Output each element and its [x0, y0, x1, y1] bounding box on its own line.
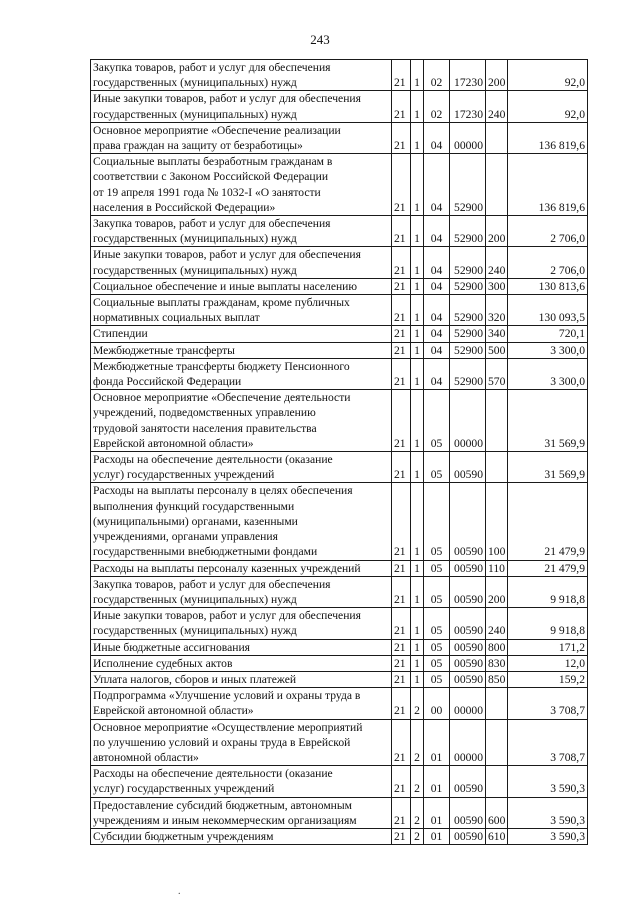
activity-code-cell: 02 [424, 60, 450, 91]
table-row [91, 560, 588, 576]
expense-name-cell [91, 60, 392, 91]
amount-cell: 3 708,7 [508, 719, 588, 766]
subprogram-code-cell: 2 [411, 797, 424, 828]
expense-type-cell: 100 [486, 483, 508, 560]
subprogram-code-cell: 1 [411, 247, 424, 278]
expense-type-cell: 240 [486, 608, 508, 639]
activity-code-cell: 05 [424, 655, 450, 671]
program-code-cell: 21 [392, 247, 411, 278]
direction-code-cell: 17230 [450, 60, 486, 91]
subprogram-code-cell: 1 [411, 639, 424, 655]
expense-name-line: Социальные выплаты гражданам, кроме публичных [93, 296, 350, 310]
activity-code-cell: 04 [424, 342, 450, 358]
expense-type-cell: 830 [486, 655, 508, 671]
expense-type-cell: 800 [486, 639, 508, 655]
program-code-cell: 21 [392, 608, 411, 639]
expense-name-line: учреждений, подведомственных управлению [93, 406, 316, 420]
expense-name-cell [91, 560, 392, 576]
expense-name-line: от 19 апреля 1991 года № 1032-I «О занятости [93, 185, 321, 199]
expense-name-line: Иные закупки товаров, работ и услуг для обеспечения [93, 609, 361, 623]
expense-name-line: Иные закупки товаров, работ и услуг для обеспечения [93, 248, 361, 262]
program-code-cell: 21 [392, 719, 411, 766]
subprogram-code-cell: 1 [411, 358, 424, 389]
program-code-cell: 21 [392, 639, 411, 655]
expense-name-line: Уплата налогов, сборов и иных платежей [93, 672, 297, 686]
activity-code-cell: 04 [424, 122, 450, 153]
expense-name-line: Закупка товаров, работ и услуг для обеспечения [93, 577, 331, 591]
amount-cell: 21 479,9 [508, 560, 588, 576]
expense-name-cell [91, 247, 392, 278]
expense-name-cell [91, 278, 392, 294]
activity-code-cell: 04 [424, 326, 450, 342]
subprogram-code-cell: 1 [411, 122, 424, 153]
direction-code-cell: 00000 [450, 122, 486, 153]
subprogram-code-cell: 1 [411, 483, 424, 560]
budget-table [90, 59, 588, 845]
direction-code-cell: 00000 [450, 688, 486, 719]
activity-code-cell: 05 [424, 576, 450, 607]
table-row [91, 278, 588, 294]
direction-code-cell: 00590 [450, 560, 486, 576]
expense-name-line: населения в Российской Федерации» [93, 200, 276, 214]
subprogram-code-cell: 2 [411, 828, 424, 844]
expense-type-cell: 240 [486, 91, 508, 122]
subprogram-code-cell: 1 [411, 576, 424, 607]
activity-code-cell: 05 [424, 639, 450, 655]
expense-name-line: Социальное обеспечение и иные выплаты населению [93, 279, 358, 293]
expense-type-cell [486, 688, 508, 719]
expense-name-line: Исполнение судебных актов [93, 656, 233, 670]
table-row [91, 247, 588, 278]
activity-code-cell: 01 [424, 766, 450, 797]
expense-type-cell: 200 [486, 60, 508, 91]
expense-name-line: государственных (муниципальных) нужд [93, 263, 297, 277]
program-code-cell: 21 [392, 483, 411, 560]
amount-cell: 136 819,6 [508, 122, 588, 153]
subprogram-code-cell: 2 [411, 688, 424, 719]
program-code-cell: 21 [392, 576, 411, 607]
program-code-cell: 21 [392, 91, 411, 122]
activity-code-cell: 04 [424, 278, 450, 294]
expense-name-line: Расходы на выплаты персоналу в целях обеспечения [93, 484, 353, 498]
activity-code-cell: 04 [424, 358, 450, 389]
expense-name-line: Расходы на обеспечение деятельности (оказание [93, 767, 333, 781]
expense-name-cell [91, 122, 392, 153]
expense-name-line: трудовой занятости населения правительства [93, 421, 317, 435]
program-code-cell: 21 [392, 154, 411, 216]
table-row [91, 608, 588, 639]
expense-name-line: Закупка товаров, работ и услуг для обеспечения [93, 61, 331, 74]
program-code-cell: 21 [392, 60, 411, 91]
expense-name-line: Закупка товаров, работ и услуг для обеспечения [93, 217, 331, 231]
expense-name-cell [91, 91, 392, 122]
program-code-cell: 21 [392, 216, 411, 247]
expense-name-line: выполнения функций государственными [93, 499, 295, 513]
expense-name-line: государственных (муниципальных) нужд [93, 232, 297, 246]
expense-name-line: Основное мероприятие «Обеспечение деятельности [93, 391, 351, 405]
expense-type-cell: 240 [486, 247, 508, 278]
expense-type-cell: 200 [486, 576, 508, 607]
direction-code-cell: 17230 [450, 91, 486, 122]
direction-code-cell: 52900 [450, 278, 486, 294]
expense-name-line: услуг) государственных учреждений [93, 468, 275, 482]
expense-name-line: Стипендии [93, 327, 148, 341]
program-code-cell: 21 [392, 797, 411, 828]
program-code-cell: 21 [392, 688, 411, 719]
table-row [91, 688, 588, 719]
table-row [91, 483, 588, 560]
amount-cell: 720,1 [508, 326, 588, 342]
direction-code-cell: 52900 [450, 295, 486, 326]
activity-code-cell: 01 [424, 828, 450, 844]
expense-name-line: Субсидии бюджетным учреждениям [93, 829, 274, 843]
expense-type-cell: 570 [486, 358, 508, 389]
expense-type-cell: 200 [486, 216, 508, 247]
activity-code-cell: 00 [424, 688, 450, 719]
subprogram-code-cell: 2 [411, 766, 424, 797]
expense-name-line: Расходы на выплаты персоналу казенных учреждений [93, 561, 361, 575]
table-row [91, 639, 588, 655]
activity-code-cell: 05 [424, 560, 450, 576]
expense-name-cell [91, 766, 392, 797]
expense-name-cell [91, 576, 392, 607]
expense-type-cell: 110 [486, 560, 508, 576]
table-row [91, 390, 588, 452]
direction-code-cell: 00590 [450, 828, 486, 844]
amount-cell: 159,2 [508, 671, 588, 687]
expense-type-cell [486, 452, 508, 483]
expense-name-line: нормативных социальных выплат [93, 311, 260, 325]
expense-name-cell [91, 342, 392, 358]
expense-type-cell [486, 122, 508, 153]
expense-name-cell [91, 358, 392, 389]
table-row [91, 326, 588, 342]
activity-code-cell: 05 [424, 608, 450, 639]
expense-type-cell [486, 719, 508, 766]
subprogram-code-cell: 1 [411, 295, 424, 326]
subprogram-code-cell: 1 [411, 154, 424, 216]
amount-cell: 92,0 [508, 60, 588, 91]
subprogram-code-cell: 1 [411, 326, 424, 342]
program-code-cell: 21 [392, 452, 411, 483]
table-row [91, 295, 588, 326]
table-row [91, 154, 588, 216]
amount-cell: 31 569,9 [508, 452, 588, 483]
expense-name-line: Предоставление субсидий бюджетным, автономным [93, 798, 353, 812]
expense-type-cell: 610 [486, 828, 508, 844]
activity-code-cell: 05 [424, 390, 450, 452]
expense-name-cell [91, 154, 392, 216]
table-row [91, 358, 588, 389]
expense-name-line: Подпрограмма «Улучшение условий и охраны труда в [93, 689, 361, 703]
direction-code-cell: 00590 [450, 655, 486, 671]
expense-name-line: государственных (муниципальных) нужд [93, 624, 297, 638]
expense-name-cell [91, 828, 392, 844]
expense-name-cell [91, 390, 392, 452]
footnote-mark: . [178, 886, 181, 897]
activity-code-cell: 04 [424, 216, 450, 247]
expense-name-cell [91, 483, 392, 560]
amount-cell: 171,2 [508, 639, 588, 655]
direction-code-cell: 52900 [450, 216, 486, 247]
amount-cell: 130 093,5 [508, 295, 588, 326]
table-row [91, 719, 588, 766]
expense-name-line: автономной области» [93, 750, 199, 764]
program-code-cell: 21 [392, 278, 411, 294]
program-code-cell: 21 [392, 671, 411, 687]
expense-name-line: государственных (муниципальных) нужд [93, 592, 297, 606]
expense-name-cell [91, 295, 392, 326]
amount-cell: 136 819,6 [508, 154, 588, 216]
expense-name-line: соответствии с Законом Российской Федерации [93, 170, 329, 184]
direction-code-cell: 00590 [450, 452, 486, 483]
expense-name-line: Еврейской автономной области» [93, 436, 254, 450]
activity-code-cell: 01 [424, 719, 450, 766]
table-row [91, 828, 588, 844]
expense-name-cell [91, 797, 392, 828]
activity-code-cell: 05 [424, 671, 450, 687]
expense-name-cell [91, 216, 392, 247]
direction-code-cell: 00590 [450, 797, 486, 828]
amount-cell: 3 708,7 [508, 688, 588, 719]
direction-code-cell: 00590 [450, 639, 486, 655]
amount-cell: 9 918,8 [508, 576, 588, 607]
expense-type-cell [486, 766, 508, 797]
activity-code-cell: 04 [424, 247, 450, 278]
expense-name-cell [91, 671, 392, 687]
expense-name-line: государственных (муниципальных) нужд [93, 76, 297, 90]
program-code-cell: 21 [392, 390, 411, 452]
expense-name-line: Социальные выплаты безработным гражданам в [93, 155, 333, 169]
activity-code-cell: 04 [424, 154, 450, 216]
expense-name-cell [91, 688, 392, 719]
expense-name-line: Межбюджетные трансферты [93, 343, 235, 357]
expense-name-cell [91, 655, 392, 671]
expense-name-cell [91, 326, 392, 342]
program-code-cell: 21 [392, 358, 411, 389]
subprogram-code-cell: 1 [411, 390, 424, 452]
direction-code-cell: 00590 [450, 576, 486, 607]
subprogram-code-cell: 1 [411, 452, 424, 483]
amount-cell: 12,0 [508, 655, 588, 671]
program-code-cell: 21 [392, 326, 411, 342]
direction-code-cell: 00590 [450, 608, 486, 639]
amount-cell: 3 590,3 [508, 766, 588, 797]
table-row [91, 60, 588, 91]
subprogram-code-cell: 1 [411, 278, 424, 294]
table-row [91, 766, 588, 797]
expense-type-cell: 500 [486, 342, 508, 358]
activity-code-cell: 05 [424, 452, 450, 483]
direction-code-cell: 52900 [450, 358, 486, 389]
expense-name-line: Основное мероприятие «Обеспечение реализации [93, 123, 341, 137]
amount-cell: 9 918,8 [508, 608, 588, 639]
expense-name-cell [91, 639, 392, 655]
subprogram-code-cell: 1 [411, 655, 424, 671]
subprogram-code-cell: 1 [411, 671, 424, 687]
program-code-cell: 21 [392, 828, 411, 844]
expense-name-line: Еврейской автономной области» [93, 704, 254, 718]
expense-type-cell [486, 154, 508, 216]
table-row [91, 91, 588, 122]
direction-code-cell: 52900 [450, 326, 486, 342]
table-row [91, 122, 588, 153]
expense-name-line: фонда Российской Федерации [93, 375, 242, 389]
expense-type-cell: 600 [486, 797, 508, 828]
amount-cell: 2 706,0 [508, 247, 588, 278]
subprogram-code-cell: 1 [411, 91, 424, 122]
expense-type-cell: 300 [486, 278, 508, 294]
amount-cell: 3 590,3 [508, 797, 588, 828]
subprogram-code-cell: 1 [411, 560, 424, 576]
expense-type-cell [486, 390, 508, 452]
subprogram-code-cell: 1 [411, 608, 424, 639]
program-code-cell: 21 [392, 342, 411, 358]
amount-cell: 3 300,0 [508, 358, 588, 389]
expense-name-line: учреждениями, органами управления [93, 530, 278, 544]
direction-code-cell: 52900 [450, 154, 486, 216]
program-code-cell: 21 [392, 766, 411, 797]
page-number: 243 [310, 32, 330, 47]
expense-name-line: (муниципальными) органами, казенными [93, 514, 298, 528]
activity-code-cell: 05 [424, 483, 450, 560]
table-row [91, 655, 588, 671]
direction-code-cell: 52900 [450, 247, 486, 278]
table-row [91, 576, 588, 607]
expense-name-line: услуг) государственных учреждений [93, 782, 275, 796]
budget-table-body [91, 60, 588, 845]
amount-cell: 21 479,9 [508, 483, 588, 560]
activity-code-cell: 01 [424, 797, 450, 828]
direction-code-cell: 00590 [450, 766, 486, 797]
table-row [91, 797, 588, 828]
expense-name-line: учреждениям и иным некоммерческим организациям [93, 813, 357, 827]
table-row [91, 342, 588, 358]
table-row [91, 671, 588, 687]
activity-code-cell: 04 [424, 295, 450, 326]
program-code-cell: 21 [392, 655, 411, 671]
amount-cell: 3 590,3 [508, 828, 588, 844]
expense-name-cell [91, 452, 392, 483]
expense-name-line: государственными внебюджетными фондами [93, 545, 318, 559]
subprogram-code-cell: 1 [411, 60, 424, 91]
direction-code-cell: 00000 [450, 390, 486, 452]
subprogram-code-cell: 1 [411, 216, 424, 247]
subprogram-code-cell: 2 [411, 719, 424, 766]
expense-name-line: Межбюджетные трансферты бюджету Пенсионного [93, 359, 350, 373]
expense-name-line: Расходы на обеспечение деятельности (оказание [93, 453, 333, 467]
amount-cell: 92,0 [508, 91, 588, 122]
amount-cell: 3 300,0 [508, 342, 588, 358]
expense-type-cell: 340 [486, 326, 508, 342]
direction-code-cell: 00590 [450, 671, 486, 687]
activity-code-cell: 02 [424, 91, 450, 122]
expense-name-cell [91, 608, 392, 639]
expense-name-line: права граждан на защиту от безработицы» [93, 139, 303, 153]
expense-name-line: Основное мероприятие «Осуществление мероприятий [93, 720, 363, 734]
expense-type-cell: 320 [486, 295, 508, 326]
program-code-cell: 21 [392, 295, 411, 326]
program-code-cell: 21 [392, 560, 411, 576]
table-row [91, 452, 588, 483]
amount-cell: 2 706,0 [508, 216, 588, 247]
expense-name-line: Иные бюджетные ассигнования [93, 640, 250, 654]
amount-cell: 31 569,9 [508, 390, 588, 452]
table-row [91, 216, 588, 247]
expense-name-cell [91, 719, 392, 766]
program-code-cell: 21 [392, 122, 411, 153]
expense-name-line: Иные закупки товаров, работ и услуг для обеспечения [93, 92, 361, 106]
expense-name-line: государственных (муниципальных) нужд [93, 107, 297, 121]
subprogram-code-cell: 1 [411, 342, 424, 358]
direction-code-cell: 52900 [450, 342, 486, 358]
amount-cell: 130 813,6 [508, 278, 588, 294]
expense-name-line: по улучшению условий и охраны труда в Еврейской [93, 735, 351, 749]
direction-code-cell: 00000 [450, 719, 486, 766]
direction-code-cell: 00590 [450, 483, 486, 560]
expense-type-cell: 850 [486, 671, 508, 687]
